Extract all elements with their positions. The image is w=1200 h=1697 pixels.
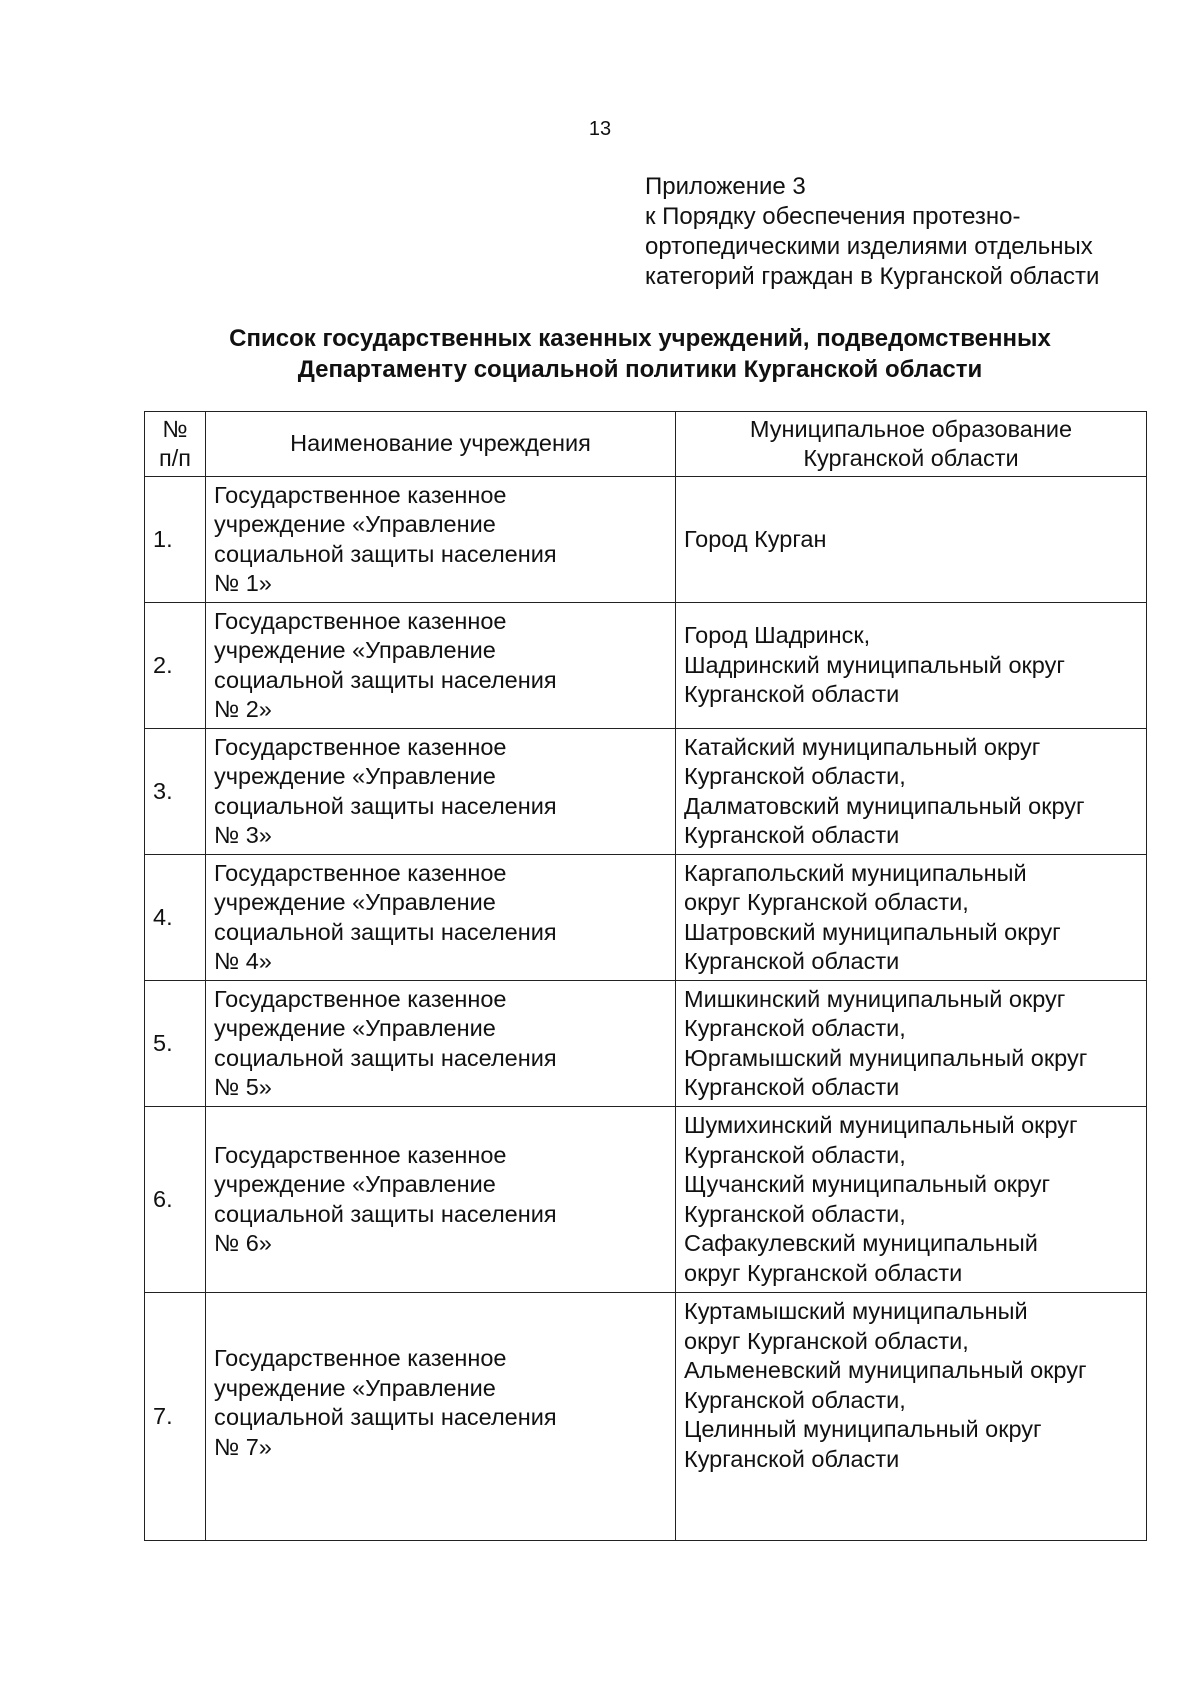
header-num-line: № [162,415,188,442]
municipality-line: Курганской области, [684,1200,906,1227]
municipality-line: округ Курганской области, [684,1327,969,1354]
row-number: 7. [145,1293,206,1541]
institution-name-cell [206,477,676,603]
institution-name-cell [206,603,676,729]
municipality-line: Город Курган [684,525,827,552]
municipality-line: Курганской области, [684,1141,906,1168]
municipality-line: Катайский муниципальный округ [684,733,1041,760]
appendix-note [645,172,1165,292]
institution-name-line: социальной защиты населения [214,1404,557,1430]
municipality-line: Курганской области [684,1445,900,1472]
row-number: 5. [145,981,206,1107]
institution-name-line: учреждение «Управление [214,637,496,663]
municipality-line: Город Шадринск, [684,622,871,649]
municipality-cell [676,729,1147,855]
header-num [145,412,206,477]
institution-name-line: № 5» [214,1074,272,1100]
municipality-line: Шумихинский муниципальный округ [684,1112,1078,1138]
institution-name-line: Государственное казенное [214,481,507,508]
municipality-line: Курганской области [684,948,900,974]
header-name [206,412,676,477]
institution-name-line: № 4» [214,948,272,974]
municipality-line: Курганской области [684,1074,900,1100]
municipality-line: округ Курганской области [684,1259,963,1286]
header-municipality-line: Курганской области [803,445,1019,471]
municipality-line: Куртамышский муниципальный [684,1298,1028,1324]
institution-name-line: учреждение «Управление [214,763,496,789]
municipality-line: Далматовский муниципальный округ [684,792,1085,819]
institution-name-line: социальной защиты населения [214,666,557,693]
institution-name-line: Государственное казенное [214,859,507,886]
institution-name-line: учреждение «Управление [214,1374,496,1401]
institution-name-line: № 7» [214,1433,272,1460]
municipality-line: Шатровский муниципальный округ [684,918,1061,945]
table-row [145,1293,1147,1541]
page-number: 13 [588,118,612,140]
institution-name-line: социальной защиты населения [214,1044,557,1071]
appendix-line: ортопедическими изделиями отдельных [645,233,1093,260]
institution-name-line: социальной защиты населения [214,918,557,945]
institution-name-line: социальной защиты населения [214,1200,557,1227]
appendix-line: к Порядку обеспечения протезно- [645,203,1021,230]
row-number: 1. [145,477,206,603]
institution-name-line: № 3» [214,822,272,848]
municipality-line: Альменевский муниципальный округ [684,1357,1087,1383]
table-row [145,1107,1147,1293]
municipality-line: Курганской области, [684,763,906,789]
municipality-line: Сафакулевский муниципальный [684,1230,1038,1256]
document-title [0,323,1200,385]
municipality-line: Шадринский муниципальный округ [684,651,1065,678]
municipality-cell [676,1107,1147,1293]
municipality-line: Курганской области [684,822,900,848]
municipality-cell [676,477,1147,603]
institution-name-line: Государственное казенное [214,733,507,760]
institution-name-line: Государственное казенное [214,985,507,1012]
institution-name-line: социальной защиты населения [214,792,557,819]
row-number: 4. [145,855,206,981]
institution-name-cell [206,981,676,1107]
institution-name-line: социальной защиты населения [214,540,557,567]
municipality-line: Мишкинский муниципальный округ [684,985,1066,1012]
table-row [145,729,1147,855]
table-row [145,855,1147,981]
title-line: Департаменту социальной политики Курганской области [297,356,983,383]
institution-name-line: учреждение «Управление [214,1171,496,1197]
municipality-line: Юргамышский муниципальный округ [684,1044,1088,1071]
header-num-line: п/п [159,445,191,471]
header-municipality-line: Муниципальное образование [749,415,1073,442]
municipality-line: Каргапольский муниципальный [684,859,1027,886]
table-row [145,603,1147,729]
municipality-line: Курганской области, [684,1386,906,1413]
municipality-cell [676,981,1147,1107]
appendix-line: Приложение 3 [645,173,806,200]
municipality-cell [676,603,1147,729]
municipality-line: Щучанский муниципальный округ [684,1171,1051,1197]
table-row [145,477,1147,603]
row-number: 6. [145,1107,206,1293]
institution-name-line: № 1» [214,570,272,596]
institution-name-line: Государственное казенное [214,1345,507,1371]
institution-name-cell [206,855,676,981]
institutions-table [144,411,1147,1541]
header-name-line: Наименование учреждения [290,430,591,457]
row-number: 2. [145,603,206,729]
appendix-line: категорий граждан в Курганской области [645,263,1100,290]
institution-name-cell [206,1293,676,1541]
table-row [145,981,1147,1107]
header-municipality [676,412,1147,477]
table-header-row [145,412,1147,477]
institution-name-line: учреждение «Управление [214,1015,496,1041]
municipality-line: Курганской области [684,681,900,708]
municipality-line: Целинный муниципальный округ [684,1416,1042,1442]
institution-name-line: Государственное казенное [214,607,507,634]
institution-name-cell [206,1107,676,1293]
row-number: 3. [145,729,206,855]
institution-name-line: учреждение «Управление [214,889,496,915]
institution-name-line: Государственное казенное [214,1141,507,1168]
institution-name-line: № 2» [214,696,272,722]
municipality-line: округ Курганской области, [684,889,969,915]
institution-name-line: № 6» [214,1230,272,1256]
municipality-line: Курганской области, [684,1015,906,1041]
institution-name-cell [206,729,676,855]
municipality-cell [676,1293,1147,1541]
institution-name-line: учреждение «Управление [214,511,496,537]
municipality-cell [676,855,1147,981]
title-line: Список государственных казенных учреждений, подведомственных [229,325,1051,352]
